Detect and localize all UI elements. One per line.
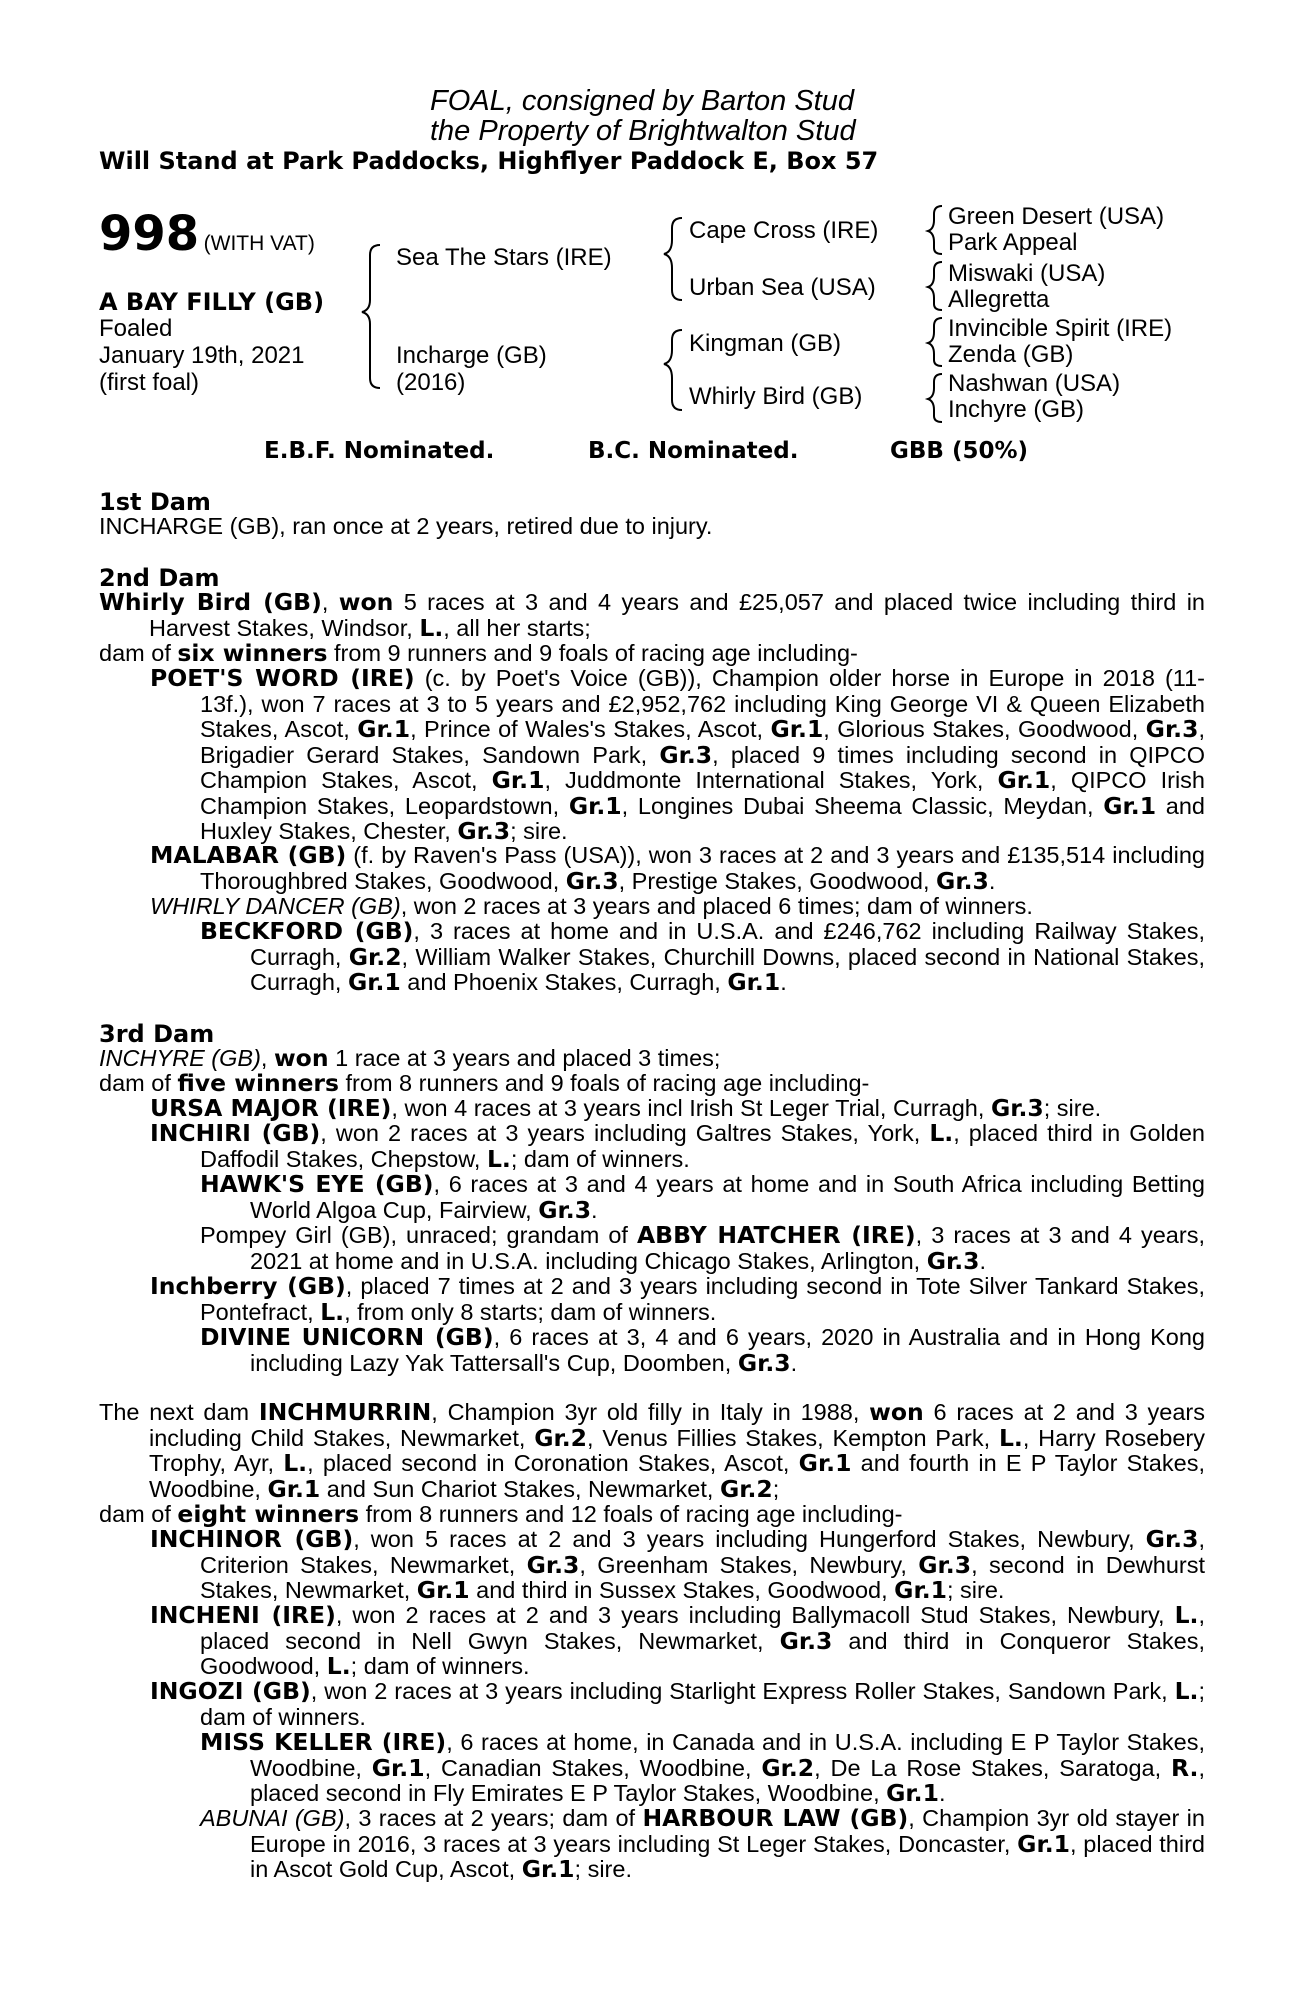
foaled-date: January 19th, 2021: [99, 342, 305, 369]
pompey-girl-entry: Pompey Girl (GB), unraced; grandam of ABBY HATCHER (IRE), 3 races at 3 and 4 years, 2021 at home and in U.S.A. including Chicago Stakes, Arlington, Gr.3.: [200, 1221, 1205, 1275]
brace-gen3-2: [928, 262, 942, 310]
inchiri-entry: INCHIRI (GB), won 2 races at 3 years including Galtres Stakes, York, L., placed third in Golden Daffodil Stakes, Chepstow, L.; dam of winners.: [150, 1119, 1205, 1173]
pedigree-g1: Green Desert (USA): [948, 203, 1165, 230]
inchberry-entry: Inchberry (GB), placed 7 times at 2 and 3 years including second in Tote Silver Tankard Stakes, Pontefract, L., from only 8 starts; dam of winners.: [150, 1272, 1205, 1326]
pedigree-g2: Park Appeal: [948, 229, 1078, 256]
whirly-dancer-entry: WHIRLY DANCER (GB), won 2 races at 3 years and placed 6 times; dam of winners.: [150, 893, 1033, 919]
divine-unicorn-name: DIVINE UNICORN (GB): [200, 1323, 494, 1351]
whirly-bird-entry: Whirly Bird (GB), won 5 races at 3 and 4 years and £25,057 and placed twice including third in Harvest Stakes, Windsor, L., all her starts;: [99, 588, 1205, 642]
ursa-major-name: URSA MAJOR (IRE): [150, 1094, 392, 1122]
malabar-entry: MALABAR (GB) (f. by Raven's Pass (USA)), won 3 races at 2 and 3 years and £135,514 including Thoroughbred Stakes, Goodwood, Gr.3, Prestige Stakes, Goodwood, Gr.3.: [150, 841, 1205, 895]
inchinor-name: INCHINOR (GB): [150, 1525, 354, 1553]
brace-gen3-3: [928, 318, 942, 366]
miss-keller-entry: MISS KELLER (IRE), 6 races at home, in Canada and in U.S.A. including E P Taylor Stakes, Woodbine, Gr.1, Canadian Stakes, Woodbine, Gr.2, De La Rose Stakes, Saratoga, R., placed second in Fly Emirates E P Taylor Stakes, Woodbine, Gr.1.: [200, 1728, 1205, 1807]
second-dam-title: 2nd Dam: [99, 564, 220, 592]
pedigree-dam: Incharge (GB): [396, 342, 547, 369]
malabar-name: MALABAR (GB): [150, 841, 347, 869]
ursa-major-entry: URSA MAJOR (IRE), won 4 races at 3 years incl Irish St Leger Trial, Curragh, Gr.3; sire.: [150, 1094, 1102, 1122]
inchiri-name: INCHIRI (GB): [150, 1119, 321, 1147]
incheni-name: INCHENI (IRE): [150, 1601, 336, 1629]
pedigree-g7: Nashwan (USA): [948, 370, 1121, 397]
pedigree-sire-dam: Urban Sea (USA): [689, 274, 876, 301]
pedigree-g3: Miswaki (USA): [948, 260, 1106, 287]
pedigree-dam-dam: Whirly Bird (GB): [689, 383, 863, 410]
pedigree-dam-sire: Kingman (GB): [689, 330, 842, 357]
pedigree-dam-year: (2016): [396, 369, 466, 396]
pedigree-g8: Inchyre (GB): [948, 396, 1085, 423]
consignor-line: FOAL, consigned by Barton Stud: [430, 85, 854, 117]
bc-nomination: B.C. Nominated.: [588, 438, 799, 464]
pedigree-sire: Sea The Stars (IRE): [396, 244, 612, 271]
brace-gen3-1: [928, 206, 942, 254]
gbb-label: GBB (50%): [890, 438, 1029, 464]
inchinor-entry: INCHINOR (GB), won 5 races at 2 and 3 years including Hungerford Stakes, Newbury, Gr.3, Criterion Stakes, Newmarket, Gr.3, Greenham Stakes, Newbury, Gr.3, second in Dewhurst Stakes, Newmarket, Gr.1 and third in Sussex Stakes, Goodwood, Gr.1; sire.: [150, 1525, 1205, 1604]
pedigree-g6: Zenda (GB): [948, 341, 1074, 368]
lot-number: 998: [99, 206, 200, 262]
hawks-eye-name: HAWK'S EYE (GB): [200, 1170, 434, 1198]
pedigree-g4: Allegretta: [948, 286, 1050, 313]
inchyre-entry: INCHYRE (GB), won 1 race at 3 years and placed 3 times;: [99, 1044, 721, 1072]
beckford-name: BECKFORD (GB): [200, 917, 414, 945]
abunai-entry: ABUNAI (GB), 3 races at 2 years; dam of HARBOUR LAW (GB), Champion 3yr old stayer in Europe in 2016, 3 races at 3 years including St Leger Stakes, Doncaster, Gr.1, placed third in Ascot Gold Cup, Ascot, Gr.1; sire.: [200, 1804, 1205, 1883]
location-line: Will Stand at Park Paddocks, Highflyer Paddock E, Box 57: [99, 147, 879, 175]
miss-keller-name: MISS KELLER (IRE): [200, 1728, 447, 1756]
pedigree-g5: Invincible Spirit (IRE): [948, 315, 1173, 342]
beckford-entry: BECKFORD (GB), 3 races at home and in U.S.A. and £246,762 including Railway Stakes, Curragh, Gr.2, William Walker Stakes, Churchill Downs, placed second in National Stakes, Curragh, Gr.1 and Phoenix Stakes, Curragh, Gr.1.: [200, 917, 1205, 996]
poets-word-name: POET'S WORD (IRE): [150, 664, 415, 692]
brace-gen1: [362, 245, 380, 388]
ebf-nomination: E.B.F. Nominated.: [264, 438, 495, 464]
lot-description: A BAY FILLY (GB): [99, 288, 325, 316]
brace-gen2-top: [664, 218, 682, 300]
vat-label: (WITH VAT): [203, 232, 315, 255]
property-line: the Property of Brightwalton Stud: [430, 115, 856, 147]
brace-gen3-4: [928, 374, 942, 422]
abunai-name: ABUNAI (GB): [200, 1805, 345, 1831]
whirly-dam-of: dam of six winners from 9 runners and 9 foals of racing age including-: [99, 639, 858, 667]
whirly-dancer-name: WHIRLY DANCER (GB): [150, 893, 401, 919]
inchmurrin-name: INCHMURRIN: [258, 1398, 432, 1426]
poets-word-entry: POET'S WORD (IRE) (c. by Poet's Voice (GB)), Champion older horse in Europe in 2018 (11-13f.), won 7 races at 3 to 5 years and £2,952,762 including King George VI & Queen Elizabeth Stakes, Ascot, Gr.1, Prince of Wales's Stakes, Ascot, Gr.1, Glorious Stakes, Goodwood, Gr.3, Brigadier Gerard Stakes, Sandown Park, Gr.3, placed 9 times including second in QIPCO Champion Stakes, Ascot, Gr.1, Juddmonte International Stakes, York, Gr.1, QIPCO Irish Champion Stakes, Leopardstown, Gr.1, Longines Dubai Sheema Classic, Meydan, Gr.1 and Huxley Stakes, Chester, Gr.3; sire.: [150, 664, 1206, 845]
first-dam-title: 1st Dam: [99, 488, 211, 516]
pedigree-sire-sire: Cape Cross (IRE): [689, 217, 879, 244]
inchmurrin-entry: The next dam INCHMURRIN, Champion 3yr old filly in Italy in 1988, won 6 races at 2 and 3 years including Child Stakes, Newmarket, Gr.2, Venus Fillies Stakes, Kempton Park, L., Harry Rosebery Trophy, Ayr, L., placed second in Coronation Stakes, Ascot, Gr.1 and fourth in E P Taylor Stakes, Woodbine, Gr.1 and Sun Chariot Stakes, Newmarket, Gr.2;: [99, 1398, 1205, 1503]
first-dam-text: INCHARGE (GB), ran once at 2 years, retired due to injury.: [99, 513, 713, 539]
inchberry-name: Inchberry (GB): [150, 1272, 346, 1300]
inchmurrin-dam-of: dam of eight winners from 8 runners and 12 foals of racing age including-: [99, 1500, 903, 1528]
ingozi-entry: INGOZI (GB), won 2 races at 3 years including Starlight Express Roller Stakes, Sandown Park, L.; dam of winners.: [150, 1677, 1205, 1730]
abby-hatcher-name: ABBY HATCHER (IRE): [636, 1221, 916, 1249]
whirly-bird-name: Whirly Bird (GB): [99, 588, 322, 616]
brace-gen2-bottom: [664, 330, 682, 410]
inchyre-name: INCHYRE (GB): [99, 1045, 261, 1071]
harbour-law-name: HARBOUR LAW (GB): [642, 1804, 909, 1832]
incheni-entry: INCHENI (IRE), won 2 races at 2 and 3 years including Ballymacoll Stud Stakes, Newbury, L., placed second in Nell Gwyn Stakes, Newmarket, Gr.3 and third in Conqueror Stakes, Goodwood, L.; dam of winners.: [150, 1601, 1205, 1680]
foaled-label: Foaled: [99, 315, 173, 342]
inchyre-dam-of: dam of five winners from 8 runners and 9 foals of racing age including-: [99, 1069, 870, 1097]
foal-note: (first foal): [99, 369, 200, 396]
third-dam-title: 3rd Dam: [99, 1020, 215, 1048]
divine-unicorn-entry: DIVINE UNICORN (GB), 6 races at 3, 4 and 6 years, 2020 in Australia and in Hong Kong including Lazy Yak Tattersall's Cup, Doomben, Gr.3.: [200, 1323, 1205, 1377]
ingozi-name: INGOZI (GB): [150, 1677, 311, 1705]
hawks-eye-entry: HAWK'S EYE (GB), 6 races at 3 and 4 years at home and in South Africa including Betting World Algoa Cup, Fairview, Gr.3.: [200, 1170, 1205, 1224]
